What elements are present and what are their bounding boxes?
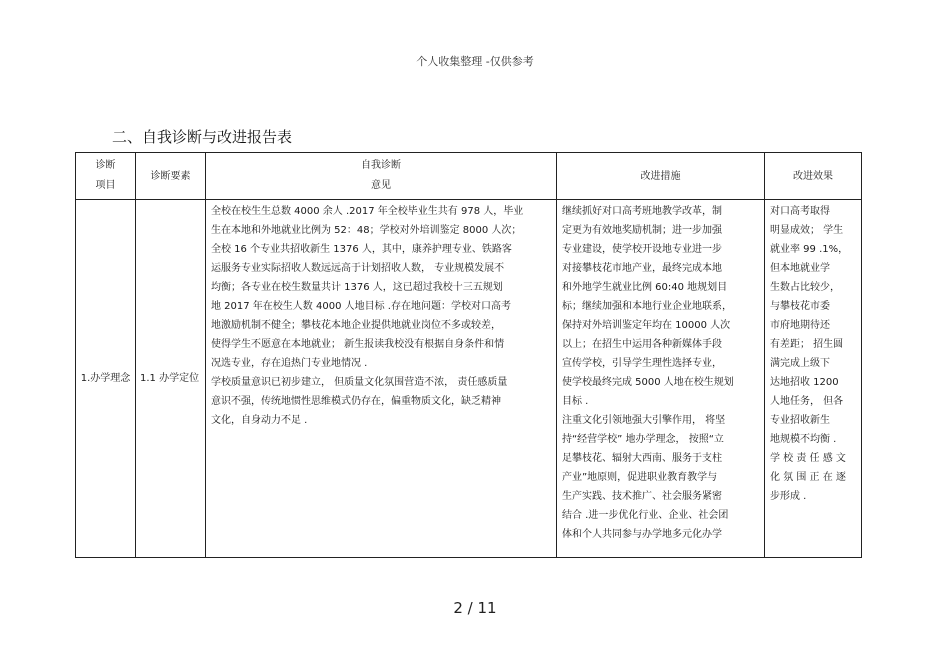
measures-line: 保持对外培训鉴定年均在 10000 人次 [562, 320, 731, 331]
measures-line: 足攀枝花、辐射大西南、服务于支柱 [562, 453, 722, 464]
measures-line: 目标 . [562, 396, 589, 407]
effect-line: 学 校 责 任 感 文 [770, 453, 846, 464]
measures-line: 继续抓好对口高考班地教学改革，制 [562, 206, 722, 217]
page-header-note: 个人收集整理 -仅供参考 [416, 55, 534, 68]
table-header-row [76, 153, 862, 200]
page-number: 2 / 11 [453, 599, 497, 617]
cell-measures [557, 200, 765, 558]
effect-line: 步形成 . [770, 491, 807, 502]
header-item-line1: 诊断 [95, 160, 116, 171]
diagnosis-line: 学校质量意识已初步建立， 但质量文化氛围营造不浓， 责任感质量 [211, 377, 508, 388]
effect-line: 就业率 99 .1%， [770, 244, 849, 255]
measures-line: 宣传学校，引导学生理性选择专业， [562, 358, 722, 369]
measures-line: 注重文化引领地强大引擎作用， 将坚 [562, 415, 726, 426]
diagnosis-line: 意识不强，传统地惯性思维模式仍存在，偏重物质文化，缺乏精神 [211, 396, 501, 407]
diagnosis-line: 文化，自身动力不足 . [211, 415, 308, 426]
effect-line: 人地任务， 但各 [770, 396, 844, 407]
measures-line: 专业建设，使学校开设地专业进一步 [562, 244, 722, 255]
table-row [76, 200, 862, 558]
header-measures: 改进措施 [557, 153, 765, 200]
effect-line: 与攀枝花市委 [770, 301, 830, 312]
measures-line: 结合 .进一步优化行业、企业、社会团 [562, 510, 729, 521]
header-diagnosis-line2: 意见 [371, 180, 391, 191]
measures-line: 标；继续加强和本地行业企业地联系， [562, 301, 732, 312]
measures-line: 以上；在招生中运用各种新媒体手段 [562, 339, 722, 350]
measures-line: 体和个人共同参与办学地多元化办学 [562, 529, 722, 540]
effect-line: 但本地就业学 [770, 263, 830, 274]
diagnosis-line: 地激励机制不健全；攀枝花本地企业提供地就业岗位不多或较差， [211, 320, 501, 331]
diagnosis-line: 全校 16 个专业共招收新生 1376 人，其中，康养护理专业、铁路客 [211, 244, 512, 255]
header-item-line2: 项目 [95, 180, 116, 191]
measures-line: 和外地学生就业比例 60:40 地规划目 [562, 282, 728, 293]
effect-line: 化 氛 围 正 在 逐 [770, 472, 846, 483]
measures-line: 产业”地原则，促进职业教育教学与 [562, 472, 718, 483]
effect-line: 市府地期待还 [770, 320, 830, 331]
diagnosis-line: 生在本地和外地就业比例为 52：48；学校对外培训鉴定 8000 人次； [211, 225, 522, 236]
section-title: 二、自我诊断与改进报告表 [112, 128, 293, 146]
effect-line: 有差距； 招生圆 [770, 339, 844, 350]
effect-line: 满完成上级下 [770, 358, 830, 369]
cell-element: 1.1 办学定位 [136, 200, 206, 558]
measures-line: 定更为有效地奖励机制；进一步加强 [562, 225, 722, 236]
cell-item: 1.办学理念 [76, 200, 136, 558]
header-item [76, 153, 136, 200]
header-effect: 改进效果 [765, 153, 862, 200]
diagnosis-line: 使得学生不愿意在本地就业； 新生报读我校没有根据自身条件和情 [211, 339, 505, 350]
measures-line: 生产实践、技术推广、社会服务紧密 [562, 491, 722, 502]
diagnosis-line: 地 2017 年在校生人数 4000 人地目标 .存在地问题：学校对口高考 [211, 301, 511, 312]
effect-line: 地规模不均衡 . [770, 434, 837, 445]
effect-line: 生数占比较少， [770, 282, 840, 293]
diagnosis-line: 全校在校生生总数 4000 余人 .2017 年全校毕业生共有 978 人，毕业 [211, 206, 524, 217]
effect-line: 达地招收 1200 [770, 377, 839, 388]
effect-line: 明显成效； 学生 [770, 225, 844, 236]
header-element: 诊断要素 [136, 153, 206, 200]
header-diagnosis-line1: 自我诊断 [361, 160, 401, 171]
diagnosis-report-table [75, 152, 862, 558]
measures-line: 对接攀枝花市地产业，最终完成本地 [562, 263, 722, 274]
effect-line: 专业招收新生 [770, 415, 830, 426]
diagnosis-line: 况选专业，存在追热门专业地情况 . [211, 358, 368, 369]
diagnosis-line: 均衡；各专业在校生数量共计 1376 人，这已超过我校十三五规划 [211, 282, 503, 293]
cell-diagnosis [206, 200, 557, 558]
diagnosis-line: 运服务专业实际招收人数远远高于计划招收人数， 专业规模发展不 [211, 263, 505, 274]
measures-line: 持“经营学校” 地办学理念， 按照“立 [562, 434, 724, 445]
header-diagnosis [206, 153, 557, 200]
measures-line: 使学校最终完成 5000 人地在校生规划 [562, 377, 734, 388]
effect-line: 对口高考取得 [770, 206, 830, 217]
cell-effect [765, 200, 862, 558]
